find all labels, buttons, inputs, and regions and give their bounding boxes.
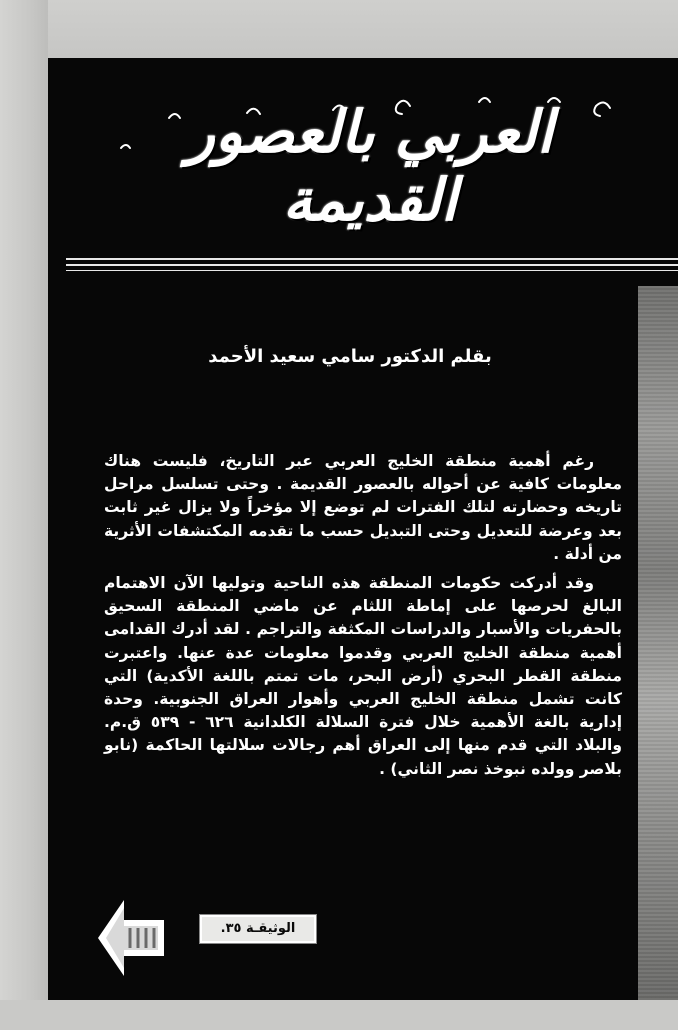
body-paragraph: رغم أهمية منطقة الخليج العربي عبر التاريخ، فليست هناك معلومات كافية عن أحواله بالعصور القديمة . وحتى تسلسل مراحل تاريخه وحضارته لتلك الفترات لم توضع إلا مؤخراً ولا يزال غير ثابت بعد وعرضة للتعديل وحتى التبديل حسب ما تقدمه المكتشفات الأثرية من أدلة . (104, 452, 622, 563)
article-body (104, 450, 622, 787)
title-divider-line (66, 264, 678, 266)
author-byline: بقلم الدكتور سامي سعيد الأحمد (208, 346, 492, 367)
page-left-margin (0, 0, 48, 1030)
title-divider-line (66, 258, 678, 260)
side-photo (638, 286, 678, 1000)
body-paragraph: وقد أدركت حكومات المنطقة هذه الناحية وتوليها الآن الاهتمام البالغ لحرصها على إماطة اللثام عن ماضي المنطقة السحيق بالحفريات والأسبار والدراسات المكثفة والتراجم . لقد أدرك القدامى أهمية منطقة الخليج العربي وقدموا معلومات عدة عنها. واعتبرت منطقة القطر البحري (أرض البحر، مات تمتم باللغة الأكدية) التي كانت تشمل منطقة الخليج العربي وأهوار العراق الجنوبية. وحدة إدارية بالغة الأهمية خلال فترة السلالة الكلدانية ٦٢٦ - ٥٣٩ ق.م. والبلاد التي قدم منها إلى العراق أهم رجالات سلالتها الحاكمة (نابو بلاصر وولده نبوخذ نصر الثاني) . (104, 574, 623, 778)
article-title-block (90, 88, 650, 238)
left-arrow-icon[interactable] (96, 898, 166, 978)
document-label: الوثيقـة ٣٥. (200, 915, 316, 943)
article-title: العربي بالعصور القديمة (186, 98, 554, 234)
page-top-margin (0, 0, 678, 58)
page-bottom-margin (0, 1000, 678, 1030)
title-divider-line (66, 270, 678, 271)
